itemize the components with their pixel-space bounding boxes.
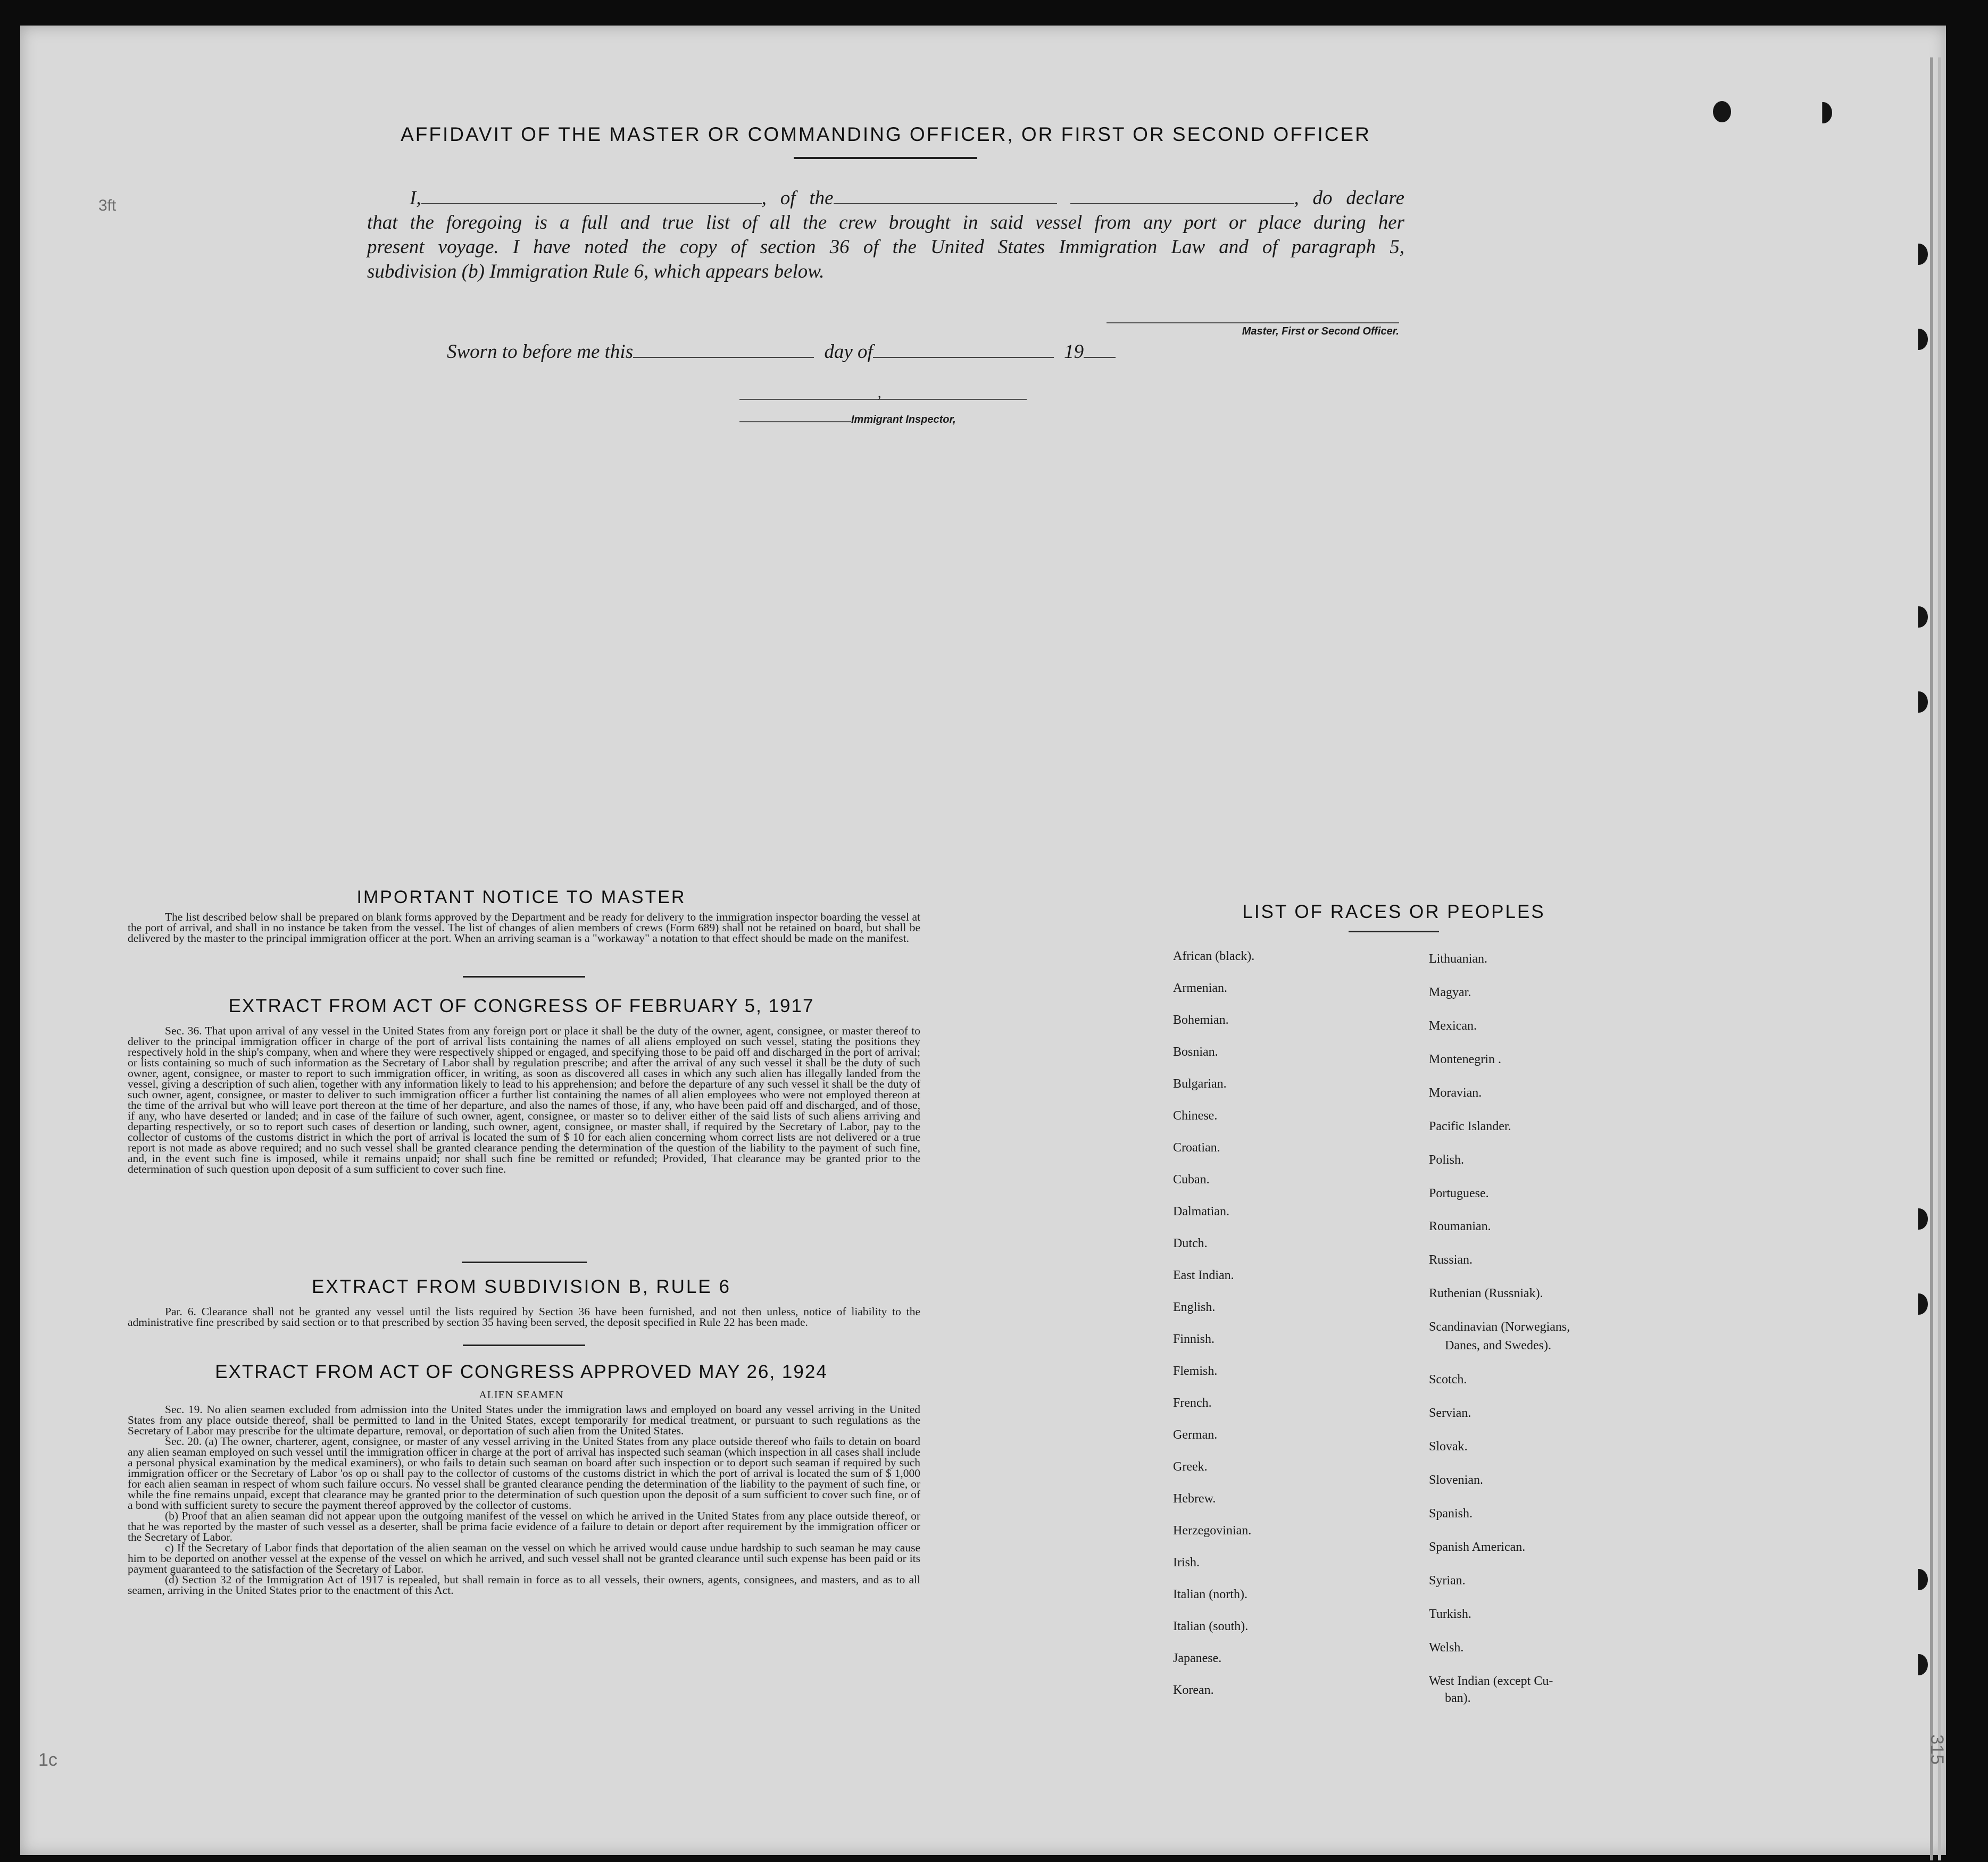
sec-20c-paragraph: c) If the Secretary of Labor finds that deportation of the alien seaman on the vessel on which he arrived would cause undue hardship to such seaman he may cause him to be deported on another vessel at the expense of the vessel on which he arrived, and such vessel shall not be granted clearance until such expense has been paid or its payment guaranteed to the satisfaction of the Secretary of Labor. (128, 1541, 920, 1575)
sworn-day-of: day of (824, 341, 873, 363)
section-rule (462, 1262, 587, 1263)
sec-19-paragraph: Sec. 19. No alien seamen excluded from admission into the United States under the immigration laws and employed on board any vessel arriving in the United States from any place outside thereof, shall be permitted to land in the United States, except temporarily for medical treatment, or pursuant to such regulations as the Secretary of Labor may prescribe for the ultimate departure, removal, or deportation of such alien from the United States. (128, 1403, 920, 1437)
race-item: Russian. (1429, 1253, 1473, 1267)
master-signature-label: Master, First or Second Officer. (1242, 325, 1399, 337)
par-6-paragraph: Par. 6. Clearance shall not be granted any vessel until the lists required by Section 36 have been furnished, and not then unless, notice of liability to the administrative fine prescribed by said section or to that prescribed by section 35 having been served, the deposit specified in Rule 22 has been made. (128, 1305, 920, 1329)
sworn-day-field[interactable] (633, 341, 814, 358)
race-item: Armenian. (1173, 981, 1227, 995)
race-item: Welsh. (1429, 1641, 1464, 1655)
sworn-month-field[interactable] (873, 341, 1054, 358)
extract-1924-title: EXTRACT FROM ACT OF CONGRESS APPROVED MAY 26, 1924 (215, 1362, 828, 1382)
inspector-comma: , (878, 385, 881, 400)
race-item: Slovak. (1429, 1440, 1468, 1454)
sworn-prefix: Sworn to before me this (447, 341, 634, 363)
sec-20b-paragraph: (b) Proof that an alien seaman did not appear upon the outgoing manifest of the vessel on which he arrived in the United States from any place outside thereof, or that he was reported by the master of such vessel as a deserter, shall be prima facie evidence of a failure to detain or deport after requirement by the immigration officer or the Secretary of Labor. (128, 1509, 920, 1543)
race-item: Mexican. (1429, 1019, 1477, 1033)
declaration-line-3: present voyage. I have noted the copy of section 36 of the United States Immigration Law and of paragraph 5, (367, 236, 1404, 258)
alien-seamen-subtitle: ALIEN SEAMEN (479, 1389, 564, 1401)
race-item: Greek. (1173, 1460, 1208, 1474)
race-item: Italian (north). (1173, 1588, 1247, 1601)
race-item: Japanese. (1173, 1651, 1222, 1665)
race-item: African (black). (1173, 949, 1255, 963)
race-item: French. (1173, 1396, 1212, 1410)
inspector-title-line[interactable] (739, 421, 851, 422)
races-title-rule (1349, 931, 1439, 932)
race-item: Flemish. (1173, 1364, 1218, 1378)
race-item: Turkish. (1429, 1607, 1471, 1621)
sec-36-paragraph: Sec. 36. That upon arrival of any vessel in the United States from any foreign port or place it shall be the duty of the owner, agent, consignee, or master thereof to deliver to the principal immigration officer in charge of the port of arrival lists containing the names of all aliens employed on such vessel, stating the positions they respectively hold in the ship's company, when and where they were respectively shipped or engaged, and specifying those to be paid off and discharged in the port of arrival; or lists containing so much of such information as the Secretary of Labor shall by regulation prescribe; and after the arrival of any such vessel it shall be the duty of such owner, agent, consignee, or master to report to such immigration officer, in writing, as soon as discovered all cases in which any such alien has illegally landed from the vessel, giving a description of such alien, together with any information likely to lead to his apprehension; and before the departure of any such vessel it shall be the duty of such owner, agent, consignee, or master to deliver to such immigration officer a further list containing the names of all alien employees who were not employed thereon at the time of the arrival but who will leave port thereon at the time of her departure, and also the names of those, if any, who have been paid off and discharged, and of those, if any, who have deserted or landed; and in case of the failure of such owner, agent, consignee, or master so to deliver either of the said lists of such aliens arriving and departing respectively, or so to report such cases of desertion or landing, such owner, agent, consignee, or master shall, if required by the Secretary of Labor, pay to the collector of customs of the customs district in which the port of arrival is located the sum of $ 10 for each alien concerning whom correct lists are not delivered or a true report is not made as above required; and no such vessel shall be granted clearance pending the determination of the question of the liability to the payment of such fine, and, in the event such fine is imposed, while it remains unpaid; nor shall such fine be remitted or refunded; Provided, That clearance may be granted prior to the determination of such question upon deposit of a sum sufficient to cover such fine. (128, 1024, 920, 1175)
race-item: Syrian. (1429, 1574, 1466, 1588)
notice-text (128, 912, 920, 943)
race-item: Chinese. (1173, 1109, 1218, 1123)
race-item: Servian. (1429, 1406, 1471, 1420)
race-item: East Indian. (1173, 1268, 1234, 1282)
name-field[interactable] (421, 187, 762, 204)
race-item: Scotch. (1429, 1373, 1467, 1387)
declaration-line-4: subdivision (b) Immigration Rule 6, which appears below. (367, 261, 825, 282)
race-item: Spanish. (1429, 1507, 1473, 1521)
sec-20d-paragraph: (d) Section 32 of the Immigration Act of 1917 is repealed, but shall remain in force as to all vessels, their owners, agents, consignees, and masters, and as to all seamen, arriving in the United States prior to the enactment of this Act. (128, 1573, 920, 1597)
extract-rule6-title: EXTRACT FROM SUBDIVISION B, RULE 6 (312, 1276, 731, 1297)
race-item: Moravian. (1429, 1086, 1482, 1100)
race-item: Dalmatian. (1173, 1205, 1229, 1218)
notice-paragraph: The list described below shall be prepared on blank forms approved by the Department and be ready for delivery to the immigration inspector boarding the vessel at the port of arrival, and shall in no instance be taken from the vessel. The list of changes of alien members of crews (Form 689) shall not be retained on board, but shall be delivered by the master to the principal immigration officer at the port. When an arriving seaman is a "workaway" a notation to that effect should be made on the manifest. (128, 911, 920, 945)
race-item: Bosnian. (1173, 1045, 1218, 1059)
race-item: Herzegovinian. (1173, 1524, 1252, 1538)
declaration-line-1 (367, 186, 1404, 211)
section-rule (463, 976, 585, 978)
affidavit-declaration (367, 186, 1404, 284)
sworn-year-field[interactable] (1084, 341, 1116, 358)
extract-1924-text (128, 1404, 920, 1596)
title-rule (794, 157, 977, 159)
declaration-i: I, (410, 187, 421, 209)
race-item: ban). (1445, 1691, 1471, 1705)
races-title: LIST OF RACES OR PEOPLES (1242, 901, 1545, 922)
race-item: Irish. (1173, 1556, 1200, 1569)
page-edge (1930, 57, 1933, 1860)
vessel-field-2[interactable] (1070, 187, 1294, 204)
inspector-signature-line[interactable] (739, 399, 1027, 400)
race-item: Pacific Islander. (1429, 1120, 1511, 1133)
master-signature-line[interactable] (1107, 322, 1399, 323)
race-item: Bohemian. (1173, 1013, 1229, 1027)
race-item: Slovenian. (1429, 1473, 1483, 1487)
race-item: Croatian. (1173, 1141, 1220, 1155)
race-item: Roumanian. (1429, 1220, 1491, 1233)
sec-20a-paragraph: Sec. 20. (a) The owner, charterer, agent, consignee, or master of any vessel arriving in the United States from any place outside thereof who fails to detain on board any alien seaman employed on such vessel until the immigration officer in charge at the port of arrival has inspected such seaman (which inspection in all cases shall include a personal physical examination by the medical examiners), or who fails to detain such seaman on board after such inspection or to deport such seaman if required by such immigration officer or the Secretary of Labor 'os op oı shall pay to the collector of customs of the customs district in which the port of arrival is located the sum of $ 1,000 for each alien seaman in respect of whom such failure occurs. No vessel shall be granted clearance pending the determination of the liability to the payment of such fine, or while the fine remains unpaid, except that clearance may be granted prior to the determination of such question upon the deposit of a sum sufficient to cover such fine, or of a bond with sufficient surety to secure the payment thereof approved by the collector of customs. (128, 1435, 920, 1512)
sworn-statement (447, 340, 1192, 363)
race-item: Polish. (1429, 1153, 1465, 1167)
race-item: Finnish. (1173, 1332, 1215, 1346)
race-item: German. (1173, 1428, 1218, 1442)
page-edge (1938, 57, 1941, 1860)
race-item: Ruthenian (Russniak). (1429, 1287, 1543, 1300)
race-item: Lithuanian. (1429, 952, 1487, 966)
affidavit-title: AFFIDAVIT OF THE MASTER OR COMMANDING OFFICER, OR FIRST OR SECOND OFFICER (401, 123, 1371, 145)
race-item: Bulgarian. (1173, 1077, 1227, 1091)
margin-note-bottom-left: 1c (38, 1750, 57, 1770)
race-item: Italian (south). (1173, 1619, 1249, 1633)
margin-note-top-left: 3ft (98, 197, 117, 214)
declaration-line-2: that the foregoing is a full and true list of all the crew brought in said vessel from any port or place during her (367, 212, 1404, 233)
race-item: Dutch. (1173, 1237, 1208, 1250)
margin-note-bottom-right: 315 (1926, 1734, 1947, 1765)
declaration-do-declare: , do declare (1294, 187, 1405, 209)
sworn-year-prefix: 19 (1064, 341, 1084, 363)
binder-hole (1713, 101, 1731, 122)
race-item: Korean. (1173, 1683, 1214, 1697)
race-item: English. (1173, 1300, 1216, 1314)
race-item: Montenegrin . (1429, 1053, 1501, 1066)
declaration-of-the: , of the (761, 187, 834, 209)
inspector-label: Immigrant Inspector, (851, 414, 956, 425)
notice-title: IMPORTANT NOTICE TO MASTER (356, 887, 686, 907)
extract-1917-title: EXTRACT FROM ACT OF CONGRESS OF FEBRUARY 5, 1917 (228, 996, 814, 1016)
race-item: West Indian (except Cu- (1429, 1674, 1553, 1688)
section-rule (463, 1345, 585, 1346)
race-item: Hebrew. (1173, 1492, 1216, 1506)
race-item: Scandinavian (Norwegians, (1429, 1320, 1570, 1334)
race-item: Spanish American. (1429, 1540, 1526, 1554)
race-item: Portuguese. (1429, 1187, 1489, 1200)
extract-1917-text (128, 1025, 920, 1174)
race-item: Magyar. (1429, 986, 1471, 999)
vessel-field[interactable] (834, 187, 1057, 204)
race-item: Cuban. (1173, 1173, 1210, 1187)
race-item: Danes, and Swedes). (1445, 1339, 1551, 1352)
extract-rule6-text (128, 1306, 920, 1327)
